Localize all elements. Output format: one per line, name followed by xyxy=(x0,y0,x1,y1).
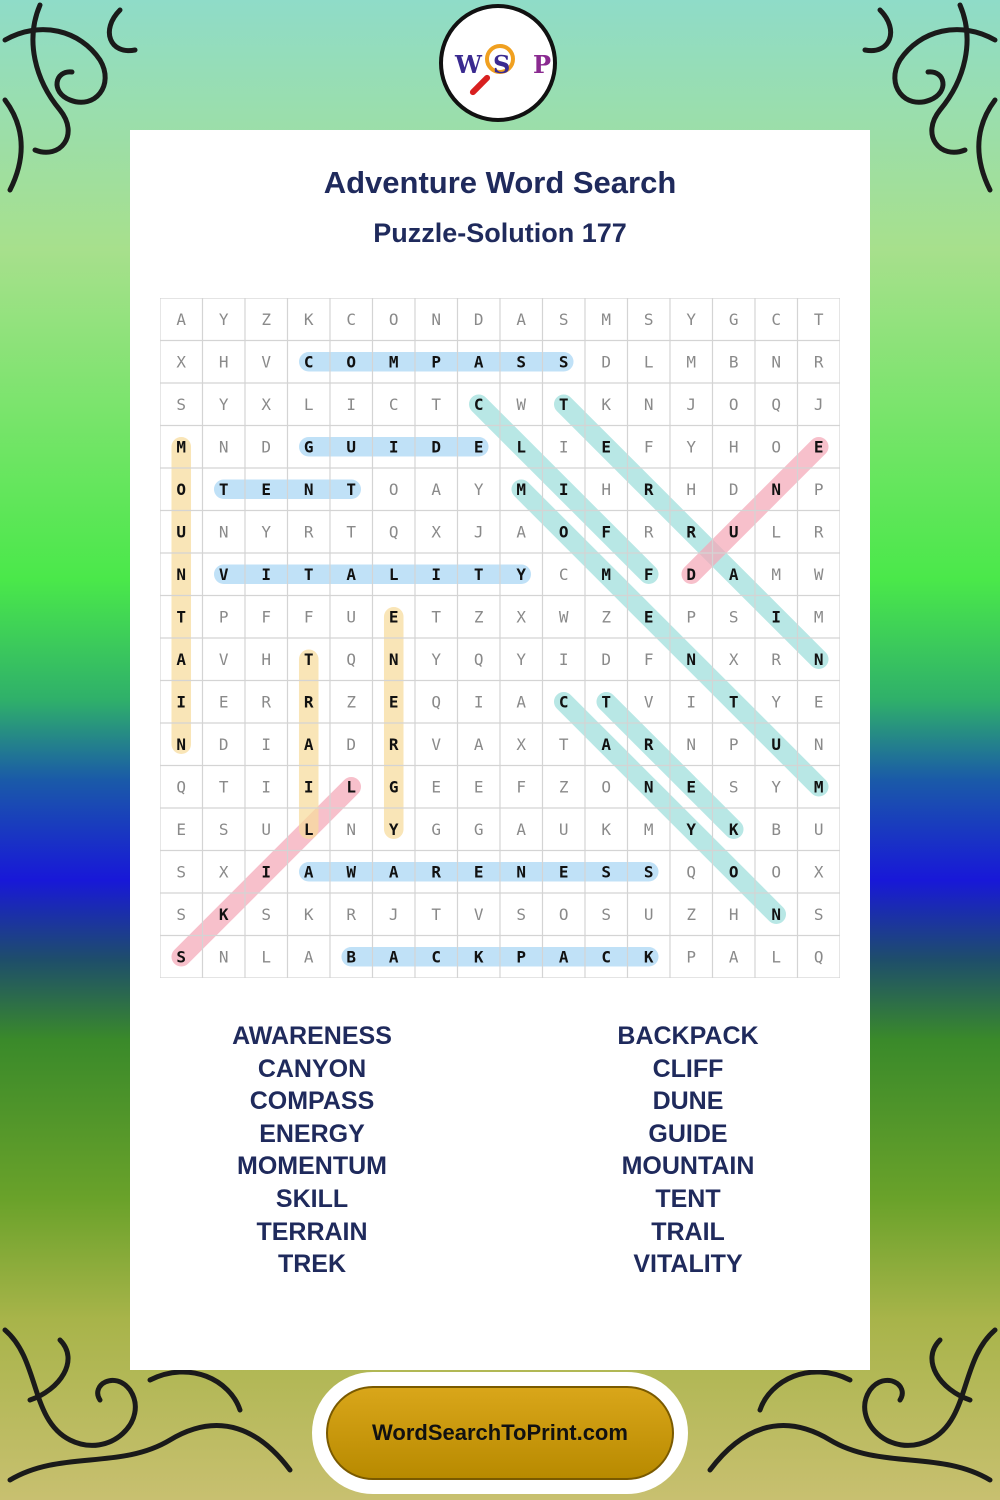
grid-letter: Y xyxy=(473,479,484,499)
grid-letter: S xyxy=(643,862,654,882)
grid-letter: B xyxy=(728,352,739,372)
grid-letter: R xyxy=(643,734,654,754)
grid-letter: P xyxy=(516,947,527,967)
grid-letter: Y xyxy=(771,692,782,712)
grid-letter: M xyxy=(643,819,654,839)
grid-letter: O xyxy=(558,522,569,542)
grid-letter: E xyxy=(388,607,399,627)
grid-letter: E xyxy=(558,862,569,882)
grid-letter: N xyxy=(516,862,527,882)
grid-letter: A xyxy=(728,564,739,584)
grid-letter: T xyxy=(346,522,357,542)
grid-letter: D xyxy=(473,309,484,329)
grid-letter: T xyxy=(431,394,442,414)
grid-letter: L xyxy=(516,437,527,457)
grid-letter: Y xyxy=(388,819,399,839)
grid-letter: Y xyxy=(431,649,442,669)
grid-letter: E xyxy=(218,692,229,712)
word-list-item: CLIFF xyxy=(652,1054,724,1083)
grid-letter: M xyxy=(516,479,527,499)
grid-letter: S xyxy=(176,394,187,414)
grid-letter: P xyxy=(686,947,697,967)
grid-letter: M xyxy=(176,437,187,457)
grid-letter: C xyxy=(473,394,484,414)
grid-letter: A xyxy=(516,819,527,839)
grid-letter: N xyxy=(346,819,357,839)
grid-letter: R xyxy=(813,352,824,372)
grid-letter: K xyxy=(601,394,612,414)
grid-letter: O xyxy=(771,862,782,882)
grid-letter: N xyxy=(813,649,824,669)
grid-letter: U xyxy=(176,522,187,542)
grid-letter: P xyxy=(218,607,229,627)
grid-letter: D xyxy=(601,649,612,669)
grid-letter: E xyxy=(261,479,272,499)
grid-letter: E xyxy=(813,437,824,457)
grid-letter: G xyxy=(388,777,399,797)
grid-letter: W xyxy=(346,862,357,882)
grid-letter: C xyxy=(558,564,569,584)
grid-letter: X xyxy=(813,862,824,882)
grid-letter: R xyxy=(431,862,442,882)
word-list-item: DUNE xyxy=(652,1087,724,1116)
grid-letter: T xyxy=(728,692,739,712)
grid-letter: Y xyxy=(261,522,272,542)
grid-letter: M xyxy=(686,352,697,372)
grid-letter: W xyxy=(558,607,569,627)
grid-letter: K xyxy=(728,819,739,839)
grid-letter: L xyxy=(303,394,314,414)
grid-letter: C xyxy=(346,309,357,329)
grid-letter: P xyxy=(728,734,739,754)
grid-letter: S xyxy=(728,777,739,797)
grid-letter: O xyxy=(771,437,782,457)
grid-letter: Z xyxy=(558,777,569,797)
grid-letter: S xyxy=(813,904,824,924)
page-subtitle: Puzzle-Solution 177 xyxy=(373,218,627,248)
grid-letter: F xyxy=(303,607,314,627)
word-list-item: BACKPACK xyxy=(617,1022,759,1050)
grid-letter: I xyxy=(431,564,442,584)
grid-letter: L xyxy=(346,777,357,797)
grid-letter: Q xyxy=(388,522,399,542)
grid-letter: H xyxy=(218,352,229,372)
grid-letter: N xyxy=(686,734,697,754)
grid-letter: A xyxy=(516,309,527,329)
grid-letter: A xyxy=(388,862,399,882)
grid-letter: L xyxy=(643,352,654,372)
grid-letter: Z xyxy=(346,692,357,712)
grid-letter: Z xyxy=(473,607,484,627)
grid-letter: L xyxy=(771,522,782,542)
grid-letter: F xyxy=(601,522,612,542)
grid-letter: H xyxy=(728,437,739,457)
grid-letter: I xyxy=(261,734,272,754)
grid-letter: L xyxy=(261,947,272,967)
grid-letter: F xyxy=(261,607,272,627)
logo-letter-s: S xyxy=(493,50,511,79)
grid-letter: E xyxy=(813,692,824,712)
grid-letter: M xyxy=(601,309,612,329)
grid-letter: G xyxy=(303,437,314,457)
logo-letter-p: P xyxy=(533,50,552,79)
grid-letter: A xyxy=(176,309,187,329)
grid-letter: I xyxy=(176,692,187,712)
grid-letter: N xyxy=(431,309,442,329)
word-list-item: CANYON xyxy=(257,1054,367,1083)
grid-letter: I xyxy=(473,692,484,712)
logo-letter-w: W xyxy=(455,50,482,79)
grid-letter: N xyxy=(303,479,314,499)
grid-letter: T xyxy=(431,607,442,627)
grid-letter: T xyxy=(473,564,484,584)
grid-letter: E xyxy=(473,862,484,882)
grid-letter: P xyxy=(431,352,442,372)
grid-letter: V xyxy=(473,904,484,924)
grid-letter: U xyxy=(346,607,357,627)
grid-letter: V xyxy=(261,352,272,372)
grid-letter: T xyxy=(176,607,187,627)
grid-letter: J xyxy=(813,394,824,414)
grid-letter: G xyxy=(431,819,442,839)
grid-letter: T xyxy=(218,777,229,797)
grid-letter: R xyxy=(303,522,314,542)
grid-letter: N xyxy=(771,479,782,499)
grid-letter: O xyxy=(728,862,739,882)
grid-letter: E xyxy=(431,777,442,797)
page-title: Adventure Word Search xyxy=(323,165,677,200)
grid-letter: Q xyxy=(686,862,697,882)
grid-letter: R xyxy=(346,904,357,924)
grid-letter: J xyxy=(388,904,399,924)
grid-letter: H xyxy=(601,479,612,499)
grid-letter: E xyxy=(176,819,187,839)
grid-letter: Q xyxy=(771,394,782,414)
grid-letter: T xyxy=(303,564,314,584)
grid-letter: T xyxy=(431,904,442,924)
grid-letter: Q xyxy=(431,692,442,712)
grid-letter: N xyxy=(813,734,824,754)
grid-letter: Y xyxy=(218,394,229,414)
grid-letter: S xyxy=(601,904,612,924)
grid-letter: O xyxy=(601,777,612,797)
grid-letter: I xyxy=(771,607,782,627)
grid-letter: S xyxy=(176,904,187,924)
grid-letter: U xyxy=(643,904,654,924)
grid-letter: R xyxy=(686,522,697,542)
grid-letter: N xyxy=(388,649,399,669)
grid-letter: A xyxy=(728,947,739,967)
word-list-item: TRAIL xyxy=(651,1217,725,1246)
grid-letter: D xyxy=(601,352,612,372)
grid-letter: I xyxy=(686,692,697,712)
grid-letter: T xyxy=(601,692,612,712)
grid-letter: C xyxy=(388,394,399,414)
grid-letter: D xyxy=(728,479,739,499)
grid-letter: U xyxy=(771,734,782,754)
grid-letter: N xyxy=(218,522,229,542)
grid-letter: D xyxy=(346,734,357,754)
grid-letter: O xyxy=(558,904,569,924)
grid-letter: Q xyxy=(813,947,824,967)
grid-letter: K xyxy=(303,309,314,329)
grid-letter: K xyxy=(601,819,612,839)
grid-letter: P xyxy=(686,607,697,627)
grid-letter: R xyxy=(813,522,824,542)
grid-letter: N xyxy=(218,437,229,457)
grid-letter: Y xyxy=(771,777,782,797)
grid-letter: H xyxy=(728,904,739,924)
grid-letter: F xyxy=(643,437,654,457)
word-list-right xyxy=(528,1020,848,1281)
grid-letter: W xyxy=(516,394,527,414)
grid-letter: R xyxy=(303,692,314,712)
grid-letter: E xyxy=(388,692,399,712)
grid-letter: Y xyxy=(516,564,527,584)
grid-letter: X xyxy=(218,862,229,882)
grid-letter: L xyxy=(771,947,782,967)
grid-letter: A xyxy=(303,862,314,882)
grid-letter: S xyxy=(601,862,612,882)
grid-letter: B xyxy=(771,819,782,839)
grid-letter: A xyxy=(303,734,314,754)
grid-letter: R xyxy=(771,649,782,669)
grid-letter: O xyxy=(176,479,187,499)
grid-letter: G xyxy=(473,819,484,839)
word-list-item: TREK xyxy=(277,1250,347,1279)
grid-letter: P xyxy=(813,479,824,499)
grid-letter: N xyxy=(643,394,654,414)
grid-letter: N xyxy=(771,352,782,372)
grid-letter: A xyxy=(473,352,484,372)
site-logo xyxy=(439,4,557,122)
grid-letter: C xyxy=(771,309,782,329)
grid-letter: N xyxy=(218,947,229,967)
grid-letter: A xyxy=(346,564,357,584)
grid-letter: M xyxy=(601,564,612,584)
grid-letter: N xyxy=(176,564,187,584)
grid-letter: L xyxy=(388,564,399,584)
grid-letter: L xyxy=(303,819,314,839)
grid-letter: X xyxy=(261,394,272,414)
grid-letter: C xyxy=(558,692,569,712)
grid-letter: S xyxy=(261,904,272,924)
grid-letter: I xyxy=(261,564,272,584)
grid-letter: T xyxy=(218,479,229,499)
grid-letter: A xyxy=(303,947,314,967)
grid-letter: D xyxy=(261,437,272,457)
grid-letter: Z xyxy=(261,309,272,329)
grid-letter: K xyxy=(218,904,229,924)
grid-letter: I xyxy=(558,649,569,669)
grid-letter: C xyxy=(303,352,314,372)
grid-letter: K xyxy=(473,947,484,967)
grid-letter: J xyxy=(686,394,697,414)
grid-letter: D xyxy=(431,437,442,457)
word-list-left xyxy=(152,1020,472,1281)
grid-letter: V xyxy=(431,734,442,754)
grid-letter: U xyxy=(558,819,569,839)
word-list-item: AWARENESS xyxy=(232,1022,392,1050)
grid-letter: V xyxy=(218,649,229,669)
grid-letter: F xyxy=(643,649,654,669)
grid-letter: Z xyxy=(601,607,612,627)
grid-letter: I xyxy=(346,394,357,414)
grid-letter: S xyxy=(558,309,569,329)
grid-letter: R xyxy=(388,734,399,754)
grid-letter: D xyxy=(686,564,697,584)
grid-letter: F xyxy=(643,564,654,584)
grid-letter: X xyxy=(431,522,442,542)
corner-ornament-top-right xyxy=(865,5,995,190)
grid-letter: T xyxy=(558,394,569,414)
grid-letter: A xyxy=(473,734,484,754)
grid-letter: R xyxy=(643,522,654,542)
grid-letter: T xyxy=(813,309,824,329)
grid-letter: S xyxy=(176,862,187,882)
grid-letter: T xyxy=(558,734,569,754)
grid-letter: V xyxy=(218,564,229,584)
grid-letter: X xyxy=(516,607,527,627)
grid-letter: V xyxy=(643,692,654,712)
grid-letter: I xyxy=(303,777,314,797)
grid-letter: O xyxy=(388,479,399,499)
word-list-item: MOMENTUM xyxy=(237,1152,387,1181)
grid-letter: S xyxy=(728,607,739,627)
grid-letter: T xyxy=(303,649,314,669)
grid-letter: A xyxy=(516,522,527,542)
grid-letter: X xyxy=(176,352,187,372)
grid-letter: A xyxy=(431,479,442,499)
grid-letter: I xyxy=(261,862,272,882)
grid-letter: Y xyxy=(686,309,697,329)
grid-letter: A xyxy=(176,649,187,669)
grid-letter: N xyxy=(176,734,187,754)
grid-letter: Y xyxy=(686,819,697,839)
grid-letter: F xyxy=(516,777,527,797)
grid-letter: C xyxy=(431,947,442,967)
grid-letter: M xyxy=(388,352,399,372)
grid-letter: S xyxy=(516,904,527,924)
site-link-button[interactable]: WordSearchToPrint.com xyxy=(326,1386,674,1480)
grid-letter: A xyxy=(388,947,399,967)
grid-letter: G xyxy=(728,309,739,329)
word-list-item: GUIDE xyxy=(648,1119,728,1148)
grid-letter: M xyxy=(813,777,824,797)
word-list-item: TERRAIN xyxy=(256,1217,368,1246)
grid-letter: Y xyxy=(516,649,527,669)
word-list-item: SKILL xyxy=(275,1184,349,1213)
grid-letter: S xyxy=(558,352,569,372)
grid-letter: O xyxy=(388,309,399,329)
grid-letter: B xyxy=(346,947,357,967)
grid-letter: E xyxy=(643,607,654,627)
grid-letter: A xyxy=(601,734,612,754)
grid-letter: N xyxy=(686,649,697,669)
grid-letter: D xyxy=(218,734,229,754)
grid-letter: H xyxy=(686,479,697,499)
grid-letter: E xyxy=(686,777,697,797)
word-list-item: TENT xyxy=(655,1184,721,1213)
grid-letter: K xyxy=(303,904,314,924)
grid-letter: C xyxy=(601,947,612,967)
grid-letter: S xyxy=(643,309,654,329)
grid-letter: Q xyxy=(176,777,187,797)
grid-letter: W xyxy=(813,564,824,584)
word-list-item: ENERGY xyxy=(259,1119,365,1148)
grid-letter: U xyxy=(346,437,357,457)
word-list-item: VITALITY xyxy=(633,1250,743,1279)
word-list-item: MOUNTAIN xyxy=(621,1152,755,1181)
word-list-item: COMPASS xyxy=(249,1087,375,1116)
grid-letter: S xyxy=(516,352,527,372)
grid-letter: N xyxy=(771,904,782,924)
grid-letter: E xyxy=(473,777,484,797)
grid-letter: R xyxy=(261,692,272,712)
grid-letter: X xyxy=(516,734,527,754)
grid-letter: H xyxy=(261,649,272,669)
grid-letter: I xyxy=(558,479,569,499)
grid-letter: M xyxy=(771,564,782,584)
grid-letter: Y xyxy=(218,309,229,329)
grid-letter: Q xyxy=(473,649,484,669)
grid-letter: E xyxy=(601,437,612,457)
word-search-grid xyxy=(160,298,840,978)
grid-letter: Q xyxy=(346,649,357,669)
grid-letter: I xyxy=(558,437,569,457)
grid-letter: T xyxy=(346,479,357,499)
grid-letter: O xyxy=(728,394,739,414)
grid-letter: J xyxy=(473,522,484,542)
grid-letter: A xyxy=(558,947,569,967)
grid-letter: S xyxy=(218,819,229,839)
grid-letter: I xyxy=(388,437,399,457)
grid-letter: S xyxy=(176,947,187,967)
grid-letter: Z xyxy=(686,904,697,924)
grid-letter: O xyxy=(346,352,357,372)
grid-letter: U xyxy=(813,819,824,839)
grid-letter: M xyxy=(813,607,824,627)
grid-letter: E xyxy=(473,437,484,457)
grid-letter: U xyxy=(261,819,272,839)
grid-letter: X xyxy=(728,649,739,669)
corner-ornament-top-left xyxy=(5,5,135,190)
grid-letter: A xyxy=(516,692,527,712)
grid-letter: R xyxy=(643,479,654,499)
grid-letter: N xyxy=(643,777,654,797)
grid-letter: K xyxy=(643,947,654,967)
grid-letter: Y xyxy=(686,437,697,457)
grid-letter: U xyxy=(728,522,739,542)
grid-letter: I xyxy=(261,777,272,797)
